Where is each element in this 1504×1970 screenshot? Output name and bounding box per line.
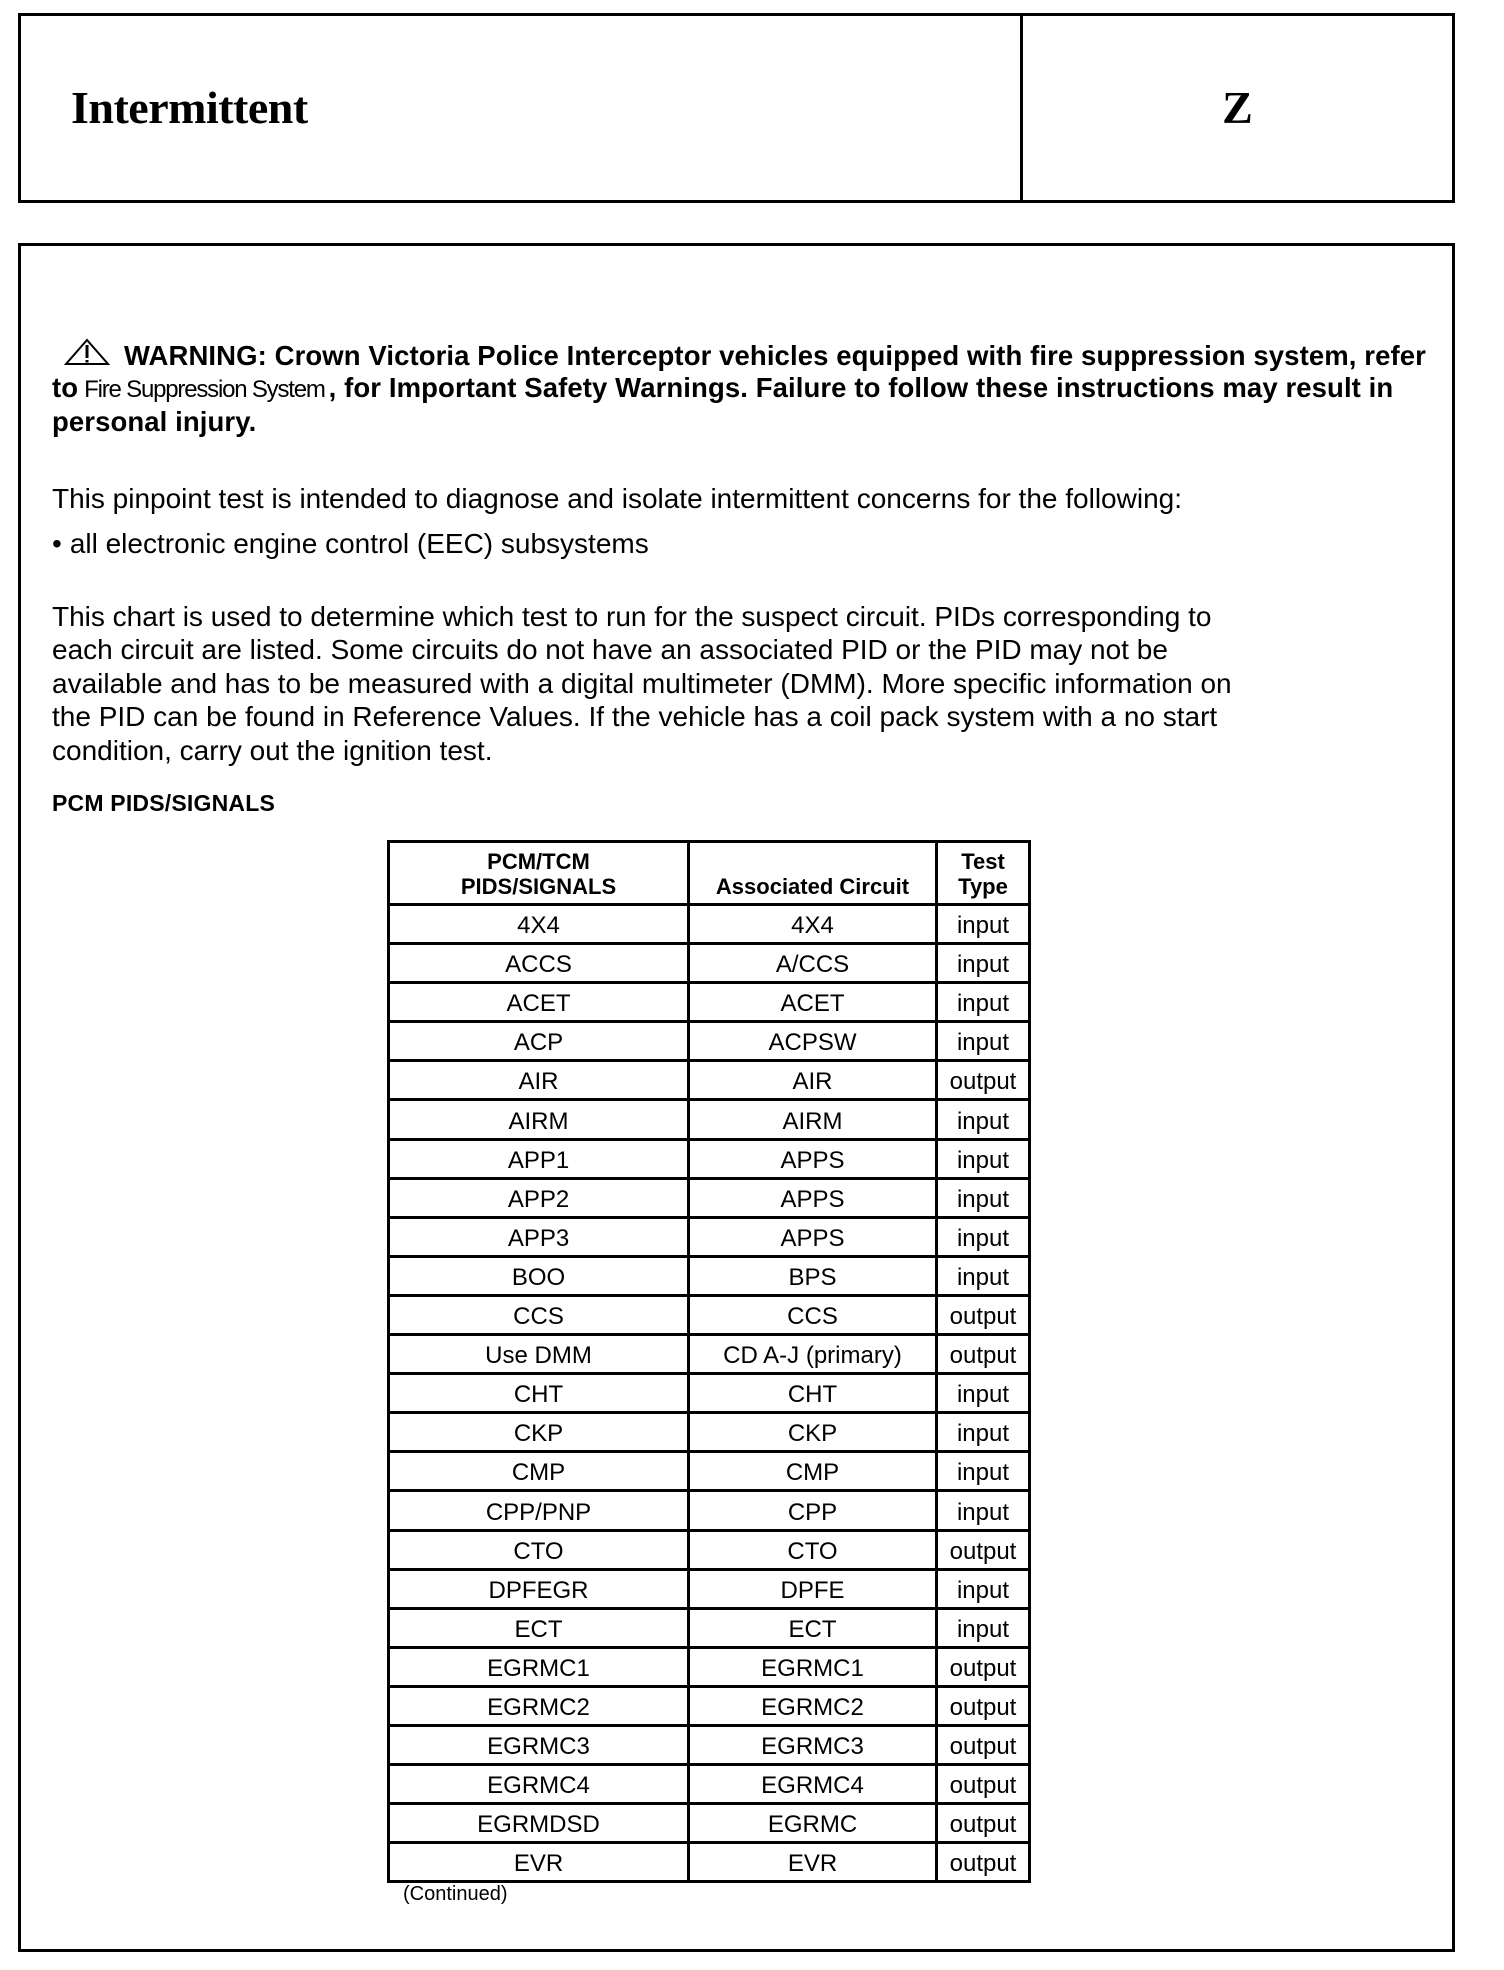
cell-pid: EGRMC2 — [389, 1686, 689, 1725]
table-row — [389, 1843, 1030, 1882]
cell-pid: EGRMC1 — [389, 1647, 689, 1686]
cell-circuit: CHT — [689, 1374, 937, 1413]
cell-test-type: input — [937, 1022, 1030, 1061]
description-paragraph — [52, 600, 1412, 767]
cell-test-type: input — [937, 1413, 1030, 1452]
table-row — [389, 1452, 1030, 1491]
fire-suppression-system-link[interactable]: Fire Suppression System — [84, 376, 325, 403]
cell-pid: ACCS — [389, 944, 689, 983]
title-box — [18, 13, 1455, 203]
cell-circuit: AIRM — [689, 1100, 937, 1139]
cell-pid: EVR — [389, 1843, 689, 1882]
cell-test-type: input — [937, 1217, 1030, 1256]
table-row — [389, 1374, 1030, 1413]
table-row — [389, 1295, 1030, 1334]
cell-pid: 4X4 — [389, 905, 689, 944]
table-row — [389, 1022, 1030, 1061]
cell-circuit: EGRMC — [689, 1804, 937, 1843]
cell-circuit: CD A-J (primary) — [689, 1335, 937, 1374]
cell-test-type: output — [937, 1843, 1030, 1882]
bullet-item — [52, 527, 649, 561]
cell-test-type: output — [937, 1061, 1030, 1100]
table-row — [389, 1686, 1030, 1725]
cell-circuit: EGRMC2 — [689, 1686, 937, 1725]
warning-notice — [52, 338, 1462, 438]
table-row — [389, 1765, 1030, 1804]
cell-test-type: input — [937, 1491, 1030, 1530]
cell-test-type: output — [937, 1295, 1030, 1334]
cell-circuit: DPFE — [689, 1569, 937, 1608]
table-row — [389, 1335, 1030, 1374]
table-row — [389, 1530, 1030, 1569]
cell-pid: APP3 — [389, 1217, 689, 1256]
description-line: condition, carry out the ignition test. — [52, 734, 493, 766]
cell-test-type: output — [937, 1804, 1030, 1843]
cell-circuit: EGRMC1 — [689, 1647, 937, 1686]
warning-text-part2: , for Important Safety Warnings. Failure to follow these instructions may result in personal injury. — [52, 372, 1394, 437]
cell-test-type: input — [937, 1256, 1030, 1295]
table-row — [389, 1139, 1030, 1178]
content-box — [18, 243, 1455, 1952]
section-letter: Z — [1222, 82, 1253, 133]
table-row — [389, 1491, 1030, 1530]
cell-pid: APP2 — [389, 1178, 689, 1217]
cell-circuit: AIR — [689, 1061, 937, 1100]
description-line: available and has to be measured with a digital multimeter (DMM). More specific information on — [52, 667, 1232, 699]
cell-circuit: CTO — [689, 1530, 937, 1569]
cell-circuit: CKP — [689, 1413, 937, 1452]
cell-test-type: input — [937, 1608, 1030, 1647]
cell-pid: CMP — [389, 1452, 689, 1491]
table-row — [389, 1256, 1030, 1295]
cell-pid: BOO — [389, 1256, 689, 1295]
pcm-pids-table — [387, 840, 1031, 1883]
cell-circuit: APPS — [689, 1139, 937, 1178]
cell-pid: EGRMC3 — [389, 1725, 689, 1764]
cell-pid: APP1 — [389, 1139, 689, 1178]
table-row — [389, 1569, 1030, 1608]
cell-pid: CTO — [389, 1530, 689, 1569]
table-row — [389, 1100, 1030, 1139]
cell-pid: CKP — [389, 1413, 689, 1452]
cell-test-type: input — [937, 944, 1030, 983]
cell-test-type: output — [937, 1530, 1030, 1569]
cell-pid: ACET — [389, 983, 689, 1022]
cell-circuit: CPP — [689, 1491, 937, 1530]
table-row — [389, 1608, 1030, 1647]
cell-pid: Use DMM — [389, 1335, 689, 1374]
cell-test-type: input — [937, 1452, 1030, 1491]
cell-pid: DPFEGR — [389, 1569, 689, 1608]
section-heading: PCM PIDS/SIGNALS — [52, 790, 276, 816]
cell-circuit: CCS — [689, 1295, 937, 1334]
column-header-circuit: Associated Circuit — [689, 842, 937, 905]
page-title: Intermittent — [71, 82, 308, 133]
cell-pid: EGRMC4 — [389, 1765, 689, 1804]
cell-circuit: BPS — [689, 1256, 937, 1295]
cell-circuit: A/CCS — [689, 944, 937, 983]
bullet-text: all electronic engine control (EEC) subsystems — [69, 528, 649, 559]
cell-test-type: output — [937, 1335, 1030, 1374]
cell-test-type: input — [937, 905, 1030, 944]
cell-circuit: ACET — [689, 983, 937, 1022]
description-line: each circuit are listed. Some circuits do not have an associated PID or the PID may not be — [52, 634, 1168, 666]
cell-test-type: input — [937, 1139, 1030, 1178]
cell-pid: ECT — [389, 1608, 689, 1647]
table-row — [389, 1647, 1030, 1686]
cell-circuit: EGRMC4 — [689, 1765, 937, 1804]
cell-test-type: input — [937, 1178, 1030, 1217]
table-body — [389, 905, 1030, 1882]
column-header-test-type: Test Type — [937, 842, 1030, 905]
description-line: the PID can be found in Reference Values. If the vehicle has a coil pack system with a no start — [52, 701, 1218, 733]
continued-note: (Continued) — [403, 1883, 508, 1905]
cell-circuit: CMP — [689, 1452, 937, 1491]
cell-pid: AIR — [389, 1061, 689, 1100]
cell-circuit: APPS — [689, 1217, 937, 1256]
cell-test-type: input — [937, 1100, 1030, 1139]
cell-test-type: output — [937, 1647, 1030, 1686]
table-header-row — [389, 842, 1030, 905]
table-row — [389, 905, 1030, 944]
intro-text: This pinpoint test is intended to diagnose and isolate intermittent concerns for the following: — [52, 483, 1182, 514]
cell-test-type: output — [937, 1725, 1030, 1764]
warning-text-part1: WARNING: Crown Victoria Police Interceptor vehicles equipped with fire suppression system, refer to — [52, 340, 1426, 403]
bullet-dot-icon: • — [52, 528, 62, 559]
cell-circuit: EVR — [689, 1843, 937, 1882]
cell-test-type: output — [937, 1686, 1030, 1725]
table-row — [389, 1804, 1030, 1843]
table-row — [389, 1413, 1030, 1452]
cell-circuit: ACPSW — [689, 1022, 937, 1061]
table-row — [389, 1725, 1030, 1764]
cell-pid: CPP/PNP — [389, 1491, 689, 1530]
table-row — [389, 983, 1030, 1022]
column-header-pids: PCM/TCM PIDS/SIGNALS — [389, 842, 689, 905]
cell-test-type: output — [937, 1765, 1030, 1804]
cell-circuit: EGRMC3 — [689, 1725, 937, 1764]
table-row — [389, 944, 1030, 983]
table-row — [389, 1217, 1030, 1256]
warning-triangle-icon — [64, 338, 110, 366]
cell-pid: AIRM — [389, 1100, 689, 1139]
cell-circuit: ECT — [689, 1608, 937, 1647]
cell-circuit: 4X4 — [689, 905, 937, 944]
cell-circuit: APPS — [689, 1178, 937, 1217]
table-row — [389, 1178, 1030, 1217]
cell-pid: ACP — [389, 1022, 689, 1061]
description-line: This chart is used to determine which test to run for the suspect circuit. PIDs corresponding to — [52, 601, 1212, 632]
cell-pid: EGRMDSD — [389, 1804, 689, 1843]
cell-test-type: input — [937, 1569, 1030, 1608]
cell-pid: CCS — [389, 1295, 689, 1334]
table-row — [389, 1061, 1030, 1100]
cell-test-type: input — [937, 983, 1030, 1022]
cell-pid: CHT — [389, 1374, 689, 1413]
cell-test-type: input — [937, 1374, 1030, 1413]
